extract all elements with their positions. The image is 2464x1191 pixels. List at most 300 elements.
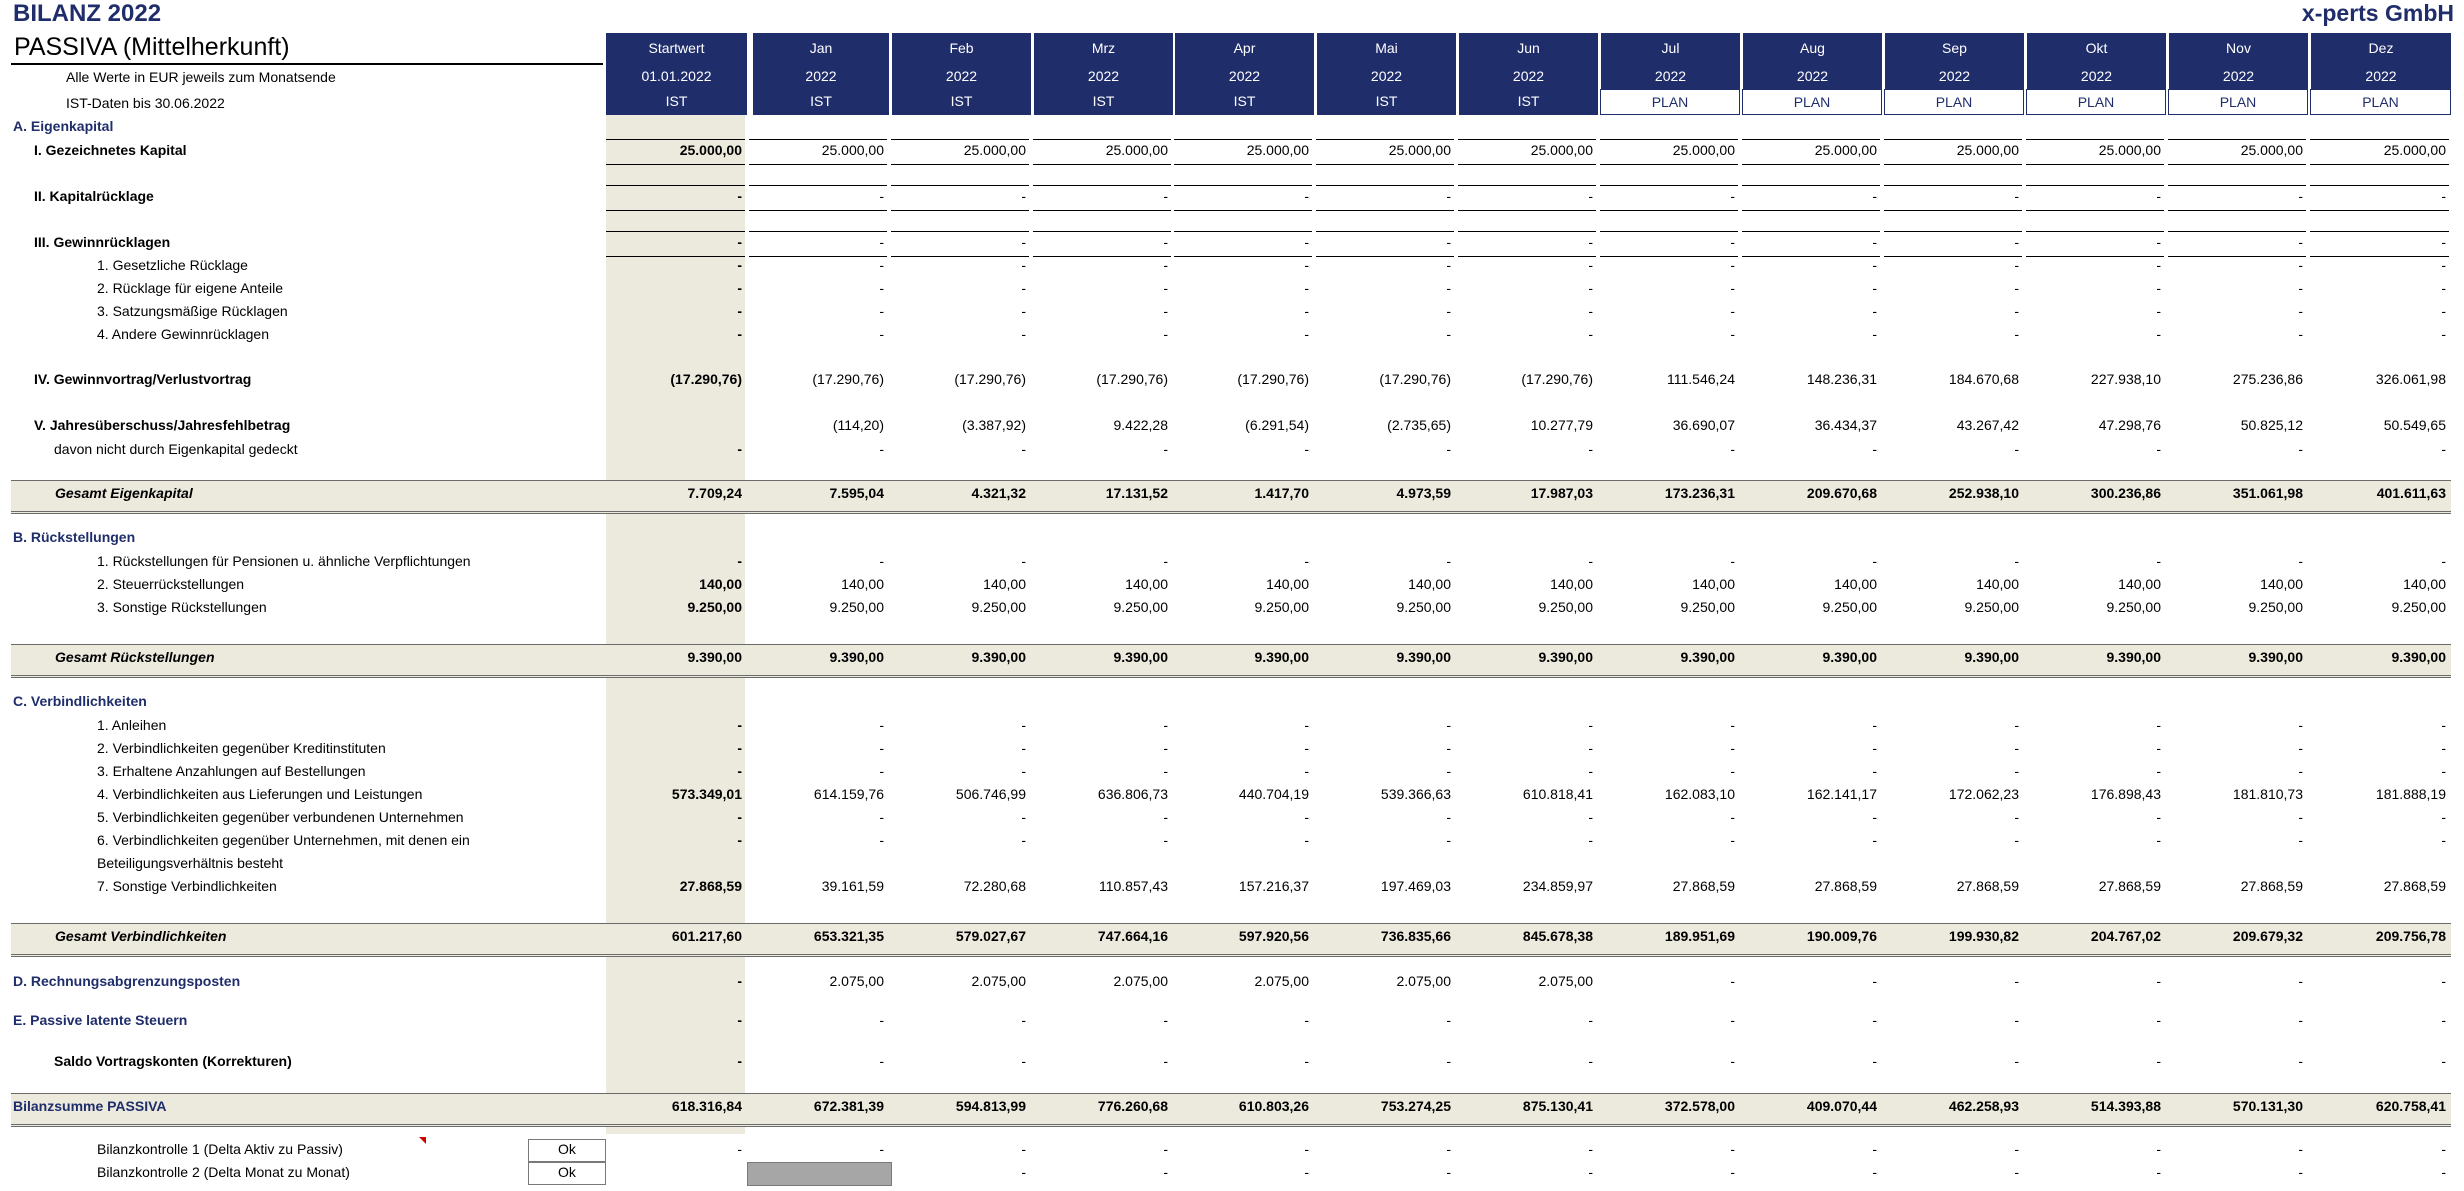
row-label: D. Rechnungsabgrenzungsposten	[13, 973, 241, 989]
check-value: -	[879, 1141, 884, 1157]
value-cell: 140,00	[2403, 576, 2446, 592]
column-header-aug	[1742, 33, 1882, 89]
value-cell: 27.868,59	[679, 878, 742, 894]
value-cell: -	[879, 832, 884, 848]
value-cell: 110.857,43	[1098, 878, 1168, 894]
value-cell: -	[1588, 257, 1593, 273]
value-cell: 72.280,68	[963, 878, 1026, 894]
value-cell: -	[2156, 441, 2161, 457]
value-cell: -	[2014, 441, 2019, 457]
value-cell: (17.290,76)	[1379, 371, 1451, 387]
check-value: -	[2156, 1141, 2161, 1157]
value-cell: 9.250,00	[971, 599, 1026, 615]
check-value: -	[1163, 1164, 1168, 1180]
value-cell: -	[737, 553, 742, 569]
value-cell: -	[1872, 257, 1877, 273]
row-label: 3. Erhaltene Anzahlungen auf Bestellungen	[97, 763, 366, 779]
value-cell: -	[737, 441, 742, 457]
row-bottom-line	[1742, 210, 1880, 211]
value-cell: -	[2014, 234, 2019, 250]
column-year: 2022	[2365, 68, 2397, 84]
value-cell: 462.258,93	[1948, 1098, 2019, 1114]
row-label: 2. Rücklage für eigene Anteile	[97, 280, 284, 296]
value-cell: 9.390,00	[829, 649, 884, 665]
value-cell: 579.027,67	[955, 928, 1026, 944]
row-top-line	[2310, 185, 2449, 186]
value-cell: -	[2014, 740, 2019, 756]
column-type-startwert: IST	[606, 89, 747, 115]
row-bottom-line	[891, 164, 1029, 165]
value-cell: 9.390,00	[1113, 649, 1168, 665]
value-cell: 176.898,43	[2090, 786, 2161, 802]
value-cell: -	[1021, 809, 1026, 825]
value-cell: -	[1588, 303, 1593, 319]
check-value: -	[1304, 1141, 1309, 1157]
value-cell: 351.061,98	[2232, 485, 2303, 501]
value-cell: -	[1730, 973, 1735, 989]
value-cell: -	[2156, 973, 2161, 989]
row-label: Gesamt Rückstellungen	[55, 649, 215, 665]
value-cell: 27.868,59	[2240, 878, 2303, 894]
value-cell: -	[737, 303, 742, 319]
value-cell: -	[2441, 763, 2446, 779]
value-cell: 736.835,66	[1380, 928, 1451, 944]
value-cell: 9.250,00	[1964, 599, 2019, 615]
value-cell: -	[737, 188, 742, 204]
value-cell: 845.678,38	[1522, 928, 1593, 944]
row-bottom-line	[1458, 210, 1596, 211]
value-cell: 610.818,41	[1522, 786, 1593, 802]
highlighted-cell[interactable]	[747, 1162, 892, 1186]
value-cell: 140,00	[1692, 576, 1735, 592]
value-cell: -	[1163, 188, 1168, 204]
column-year: 2022	[1228, 68, 1261, 84]
column-year: 2022	[805, 68, 837, 84]
column-name: Dez	[2368, 40, 2394, 56]
value-cell: 9.390,00	[1680, 649, 1735, 665]
value-cell: 9.250,00	[1396, 599, 1451, 615]
row-label: Bilanzsumme PASSIVA	[13, 1098, 167, 1114]
value-cell: -	[2156, 234, 2161, 250]
row-top-line	[2310, 231, 2449, 232]
value-cell: 252.938,10	[1948, 485, 2019, 501]
row-top-line	[1033, 185, 1171, 186]
row-bottom-line	[1316, 164, 1454, 165]
column-year: 2022	[2080, 68, 2113, 84]
value-cell: -	[2014, 280, 2019, 296]
value-cell: 409.070,44	[1806, 1098, 1877, 1114]
value-cell: 39.161,59	[821, 878, 884, 894]
value-cell: 197.469,03	[1380, 878, 1451, 894]
row-bottom-line	[2026, 210, 2164, 211]
value-cell: 50.825,12	[2240, 417, 2303, 433]
value-cell: -	[2298, 832, 2303, 848]
column-name: Aug	[1800, 40, 1825, 56]
value-cell: -	[737, 832, 742, 848]
value-cell: -	[1163, 1053, 1168, 1069]
value-cell: -	[1021, 740, 1026, 756]
value-cell: 25.000,00	[821, 142, 884, 158]
value-cell: 9.390,00	[1254, 649, 1309, 665]
row-top-line	[1884, 185, 2022, 186]
value-cell: -	[2156, 1053, 2161, 1069]
value-cell: -	[879, 809, 884, 825]
row-top-line	[1033, 139, 1171, 140]
value-cell: -	[1872, 188, 1877, 204]
value-cell: 2.075,00	[1113, 973, 1168, 989]
value-cell: -	[1021, 763, 1026, 779]
value-cell: 9.250,00	[2391, 599, 2446, 615]
value-cell: 9.390,00	[1396, 649, 1451, 665]
value-cell: -	[1163, 740, 1168, 756]
value-cell: -	[1872, 832, 1877, 848]
value-cell: -	[1021, 303, 1026, 319]
value-cell: -	[1446, 717, 1451, 733]
row-bottom-line	[749, 210, 887, 211]
row-label: 3. Sonstige Rückstellungen	[97, 599, 267, 615]
value-cell: -	[1588, 832, 1593, 848]
column-header-mrz	[1033, 33, 1173, 89]
value-cell: 162.141,17	[1806, 786, 1877, 802]
row-top-line	[1742, 231, 1880, 232]
value-cell: -	[879, 280, 884, 296]
value-cell: -	[1446, 740, 1451, 756]
check-value: -	[1872, 1141, 1877, 1157]
check-label: Bilanzkontrolle 2 (Delta Monat zu Monat)	[97, 1164, 350, 1180]
value-cell: -	[2298, 257, 2303, 273]
value-cell: (6.291,54)	[1245, 417, 1309, 433]
value-cell: -	[1021, 280, 1026, 296]
value-cell: 9.250,00	[1538, 599, 1593, 615]
row-label: 1. Rückstellungen für Pensionen u. ähnliche Verpflichtungen	[97, 553, 471, 569]
subtitle-underline	[11, 63, 603, 65]
value-cell: -	[1304, 763, 1309, 779]
row-bottom-line	[1316, 210, 1454, 211]
row-bottom-line	[1884, 210, 2022, 211]
value-cell: -	[879, 257, 884, 273]
column-name: Sep	[1942, 40, 1967, 56]
value-cell: -	[1730, 553, 1735, 569]
value-cell: -	[1872, 809, 1877, 825]
value-cell: -	[737, 809, 742, 825]
value-cell: -	[1730, 257, 1735, 273]
value-cell: -	[2014, 763, 2019, 779]
value-cell: -	[2441, 740, 2446, 756]
value-cell: 140,00	[1976, 576, 2019, 592]
value-cell: -	[2014, 1012, 2019, 1028]
row-label: B. Rückstellungen	[13, 529, 136, 545]
value-cell: 9.250,00	[1822, 599, 1877, 615]
column-header-nov	[2168, 33, 2308, 89]
comment-indicator	[419, 1137, 426, 1144]
value-cell: 27.868,59	[1814, 878, 1877, 894]
value-cell: -	[2156, 809, 2161, 825]
value-cell: 17.987,03	[1530, 485, 1593, 501]
row-top-line	[606, 139, 745, 140]
row-top-line	[1600, 139, 1738, 140]
value-cell: -	[1021, 188, 1026, 204]
value-cell: (114,20)	[832, 417, 884, 433]
check-value: -	[2156, 1164, 2161, 1180]
value-cell: -	[1730, 441, 1735, 457]
value-cell: -	[1304, 809, 1309, 825]
value-cell: -	[1163, 809, 1168, 825]
check-status-ok: Ok	[528, 1139, 606, 1162]
value-cell: -	[2156, 280, 2161, 296]
column-header-jan	[749, 33, 889, 89]
column-name: Okt	[2085, 40, 2108, 56]
value-cell: 140,00	[1408, 576, 1451, 592]
passiva-subtitle: PASSIVA (Mittelherkunft)	[14, 33, 290, 61]
column-header-jun	[1458, 33, 1598, 89]
row-top-line	[1742, 185, 1880, 186]
column-type-mai: IST	[1316, 89, 1456, 115]
value-cell: -	[2156, 188, 2161, 204]
column-year: 2022	[1087, 68, 1120, 84]
value-cell: -	[1872, 303, 1877, 319]
value-cell: -	[1304, 234, 1309, 250]
value-cell: -	[2441, 441, 2446, 457]
value-cell: -	[737, 1012, 742, 1028]
value-cell: -	[2298, 1012, 2303, 1028]
row-top-line	[891, 139, 1029, 140]
value-cell: 25.000,00	[1956, 142, 2019, 158]
value-cell: 140,00	[2260, 576, 2303, 592]
value-cell: -	[2298, 717, 2303, 733]
column-type-feb: IST	[891, 89, 1031, 115]
value-cell: -	[2156, 832, 2161, 848]
value-cell: -	[2298, 763, 2303, 779]
value-cell: 539.366,63	[1380, 786, 1451, 802]
value-cell: -	[2298, 280, 2303, 296]
check-value: -	[1446, 1141, 1451, 1157]
row-top-line	[2026, 139, 2164, 140]
column-year: 2022	[1796, 68, 1829, 84]
value-cell: -	[1163, 441, 1168, 457]
value-cell: -	[1872, 973, 1877, 989]
row-bottom-line	[1033, 164, 1171, 165]
column-name: Jul	[1661, 40, 1680, 56]
value-cell: (3.387,92)	[962, 417, 1026, 433]
value-cell: 2.075,00	[971, 973, 1026, 989]
value-cell: -	[1021, 717, 1026, 733]
value-cell: -	[2298, 303, 2303, 319]
value-cell: -	[1730, 1053, 1735, 1069]
value-cell: -	[737, 234, 742, 250]
column-header-dez	[2310, 33, 2451, 89]
column-type-nov: PLAN	[2168, 89, 2308, 115]
value-cell: -	[1163, 717, 1168, 733]
column-year: 2022	[945, 68, 978, 84]
value-cell: -	[1446, 188, 1451, 204]
value-cell: 618.316,84	[671, 1098, 742, 1114]
value-cell: 9.390,00	[1538, 649, 1593, 665]
value-cell: (17.290,76)	[670, 371, 742, 387]
value-cell: -	[1588, 188, 1593, 204]
row-label: 5. Verbindlichkeiten gegenüber verbundenen Unternehmen	[97, 809, 464, 825]
value-cell: 140,00	[983, 576, 1026, 592]
value-cell: -	[737, 763, 742, 779]
row-top-line	[2026, 231, 2164, 232]
check-value: -	[1588, 1164, 1593, 1180]
value-cell: -	[1304, 553, 1309, 569]
value-cell: -	[1872, 441, 1877, 457]
value-cell: -	[1304, 303, 1309, 319]
row-bottom-line	[2168, 210, 2306, 211]
value-cell: -	[1872, 740, 1877, 756]
value-cell: 2.075,00	[1254, 973, 1309, 989]
column-name: Mai	[1375, 40, 1398, 56]
value-cell: -	[2156, 326, 2161, 342]
row-bottom-line	[606, 210, 745, 211]
value-cell: (17.290,76)	[1096, 371, 1168, 387]
value-cell: 401.611,63	[2376, 485, 2446, 501]
value-cell: 753.274,25	[1380, 1098, 1451, 1114]
value-cell: -	[1446, 763, 1451, 779]
value-cell: 36.690,07	[1672, 417, 1735, 433]
row-bottom-line	[1742, 164, 1880, 165]
value-cell: -	[2014, 717, 2019, 733]
value-cell: -	[1588, 326, 1593, 342]
row-top-line	[2026, 185, 2164, 186]
value-cell: -	[2441, 234, 2446, 250]
value-cell: -	[1446, 257, 1451, 273]
value-cell: -	[879, 717, 884, 733]
value-cell: -	[1730, 717, 1735, 733]
row-bottom-line	[749, 164, 887, 165]
value-cell: 140,00	[699, 576, 742, 592]
value-cell: -	[1588, 740, 1593, 756]
value-cell: -	[2441, 188, 2446, 204]
value-cell: -	[1446, 303, 1451, 319]
value-cell: -	[2298, 188, 2303, 204]
row-top-line	[1884, 231, 2022, 232]
check-value: -	[1730, 1141, 1735, 1157]
value-cell: 25.000,00	[2383, 142, 2446, 158]
value-cell: -	[1730, 303, 1735, 319]
value-cell: -	[1304, 326, 1309, 342]
value-cell: -	[737, 326, 742, 342]
value-cell: -	[2298, 234, 2303, 250]
row-top-line	[749, 231, 887, 232]
value-cell: 140,00	[1125, 576, 1168, 592]
value-cell: 620.758,41	[2375, 1098, 2446, 1114]
value-cell: -	[1163, 553, 1168, 569]
value-cell: 597.920,56	[1238, 928, 1309, 944]
value-cell: -	[2298, 973, 2303, 989]
column-type-aug: PLAN	[1742, 89, 1882, 115]
value-cell: -	[737, 280, 742, 296]
note-ist-date: IST-Daten bis 30.06.2022	[66, 95, 225, 111]
value-cell: 47.298,76	[2098, 417, 2161, 433]
column-year: 01.01.2022	[641, 68, 712, 84]
column-name: Apr	[1233, 40, 1256, 56]
value-cell: -	[1446, 1012, 1451, 1028]
row-top-line	[1174, 231, 1312, 232]
column-name: Nov	[2226, 40, 2251, 56]
value-cell: 25.000,00	[1530, 142, 1593, 158]
value-cell: 4.973,59	[1396, 485, 1451, 501]
value-cell: (17.290,76)	[1521, 371, 1593, 387]
value-cell: -	[1872, 326, 1877, 342]
value-cell: -	[1446, 326, 1451, 342]
value-cell: 776.260,68	[1097, 1098, 1168, 1114]
value-cell: 25.000,00	[1672, 142, 1735, 158]
value-cell: 9.390,00	[2106, 649, 2161, 665]
value-cell: -	[1304, 188, 1309, 204]
value-cell: 27.868,59	[1956, 878, 2019, 894]
row-label: 3. Satzungsmäßige Rücklagen	[97, 303, 288, 319]
value-cell: -	[1446, 280, 1451, 296]
value-cell: -	[1163, 1012, 1168, 1028]
value-cell: -	[1588, 234, 1593, 250]
value-cell: 2.075,00	[829, 973, 884, 989]
row-label: I. Gezeichnetes Kapital	[34, 142, 187, 158]
value-cell: 9.390,00	[2248, 649, 2303, 665]
value-cell: -	[737, 257, 742, 273]
value-cell: -	[1588, 280, 1593, 296]
row-top-line	[891, 231, 1029, 232]
value-cell: 199.930,82	[1948, 928, 2019, 944]
row-bottom-line	[1600, 164, 1738, 165]
row-top-line	[2168, 185, 2306, 186]
row-label: Beteiligungsverhältnis besteht	[97, 855, 284, 871]
value-cell: 10.277,79	[1530, 417, 1593, 433]
row-bottom-line	[2026, 164, 2164, 165]
value-cell: -	[879, 763, 884, 779]
value-cell: 9.250,00	[1680, 599, 1735, 615]
value-cell: 9.390,00	[1964, 649, 2019, 665]
row-bottom-line	[2310, 210, 2449, 211]
value-cell: -	[1872, 280, 1877, 296]
value-cell: -	[2441, 303, 2446, 319]
value-cell: -	[2156, 740, 2161, 756]
value-cell: 36.434,37	[1814, 417, 1877, 433]
check-value: -	[737, 1141, 742, 1157]
row-label: 4. Verbindlichkeiten aus Lieferungen und Leistungen	[97, 786, 423, 802]
value-cell: 653.321,35	[813, 928, 884, 944]
column-year: 2022	[1370, 68, 1403, 84]
value-cell: -	[2441, 553, 2446, 569]
value-cell: -	[879, 326, 884, 342]
value-cell: 25.000,00	[679, 142, 742, 158]
value-cell: -	[2014, 553, 2019, 569]
value-cell: -	[2014, 303, 2019, 319]
company-name: x-perts GmbH	[2301, 0, 2454, 26]
value-cell: -	[1163, 832, 1168, 848]
value-cell: -	[1588, 1053, 1593, 1069]
value-cell: -	[1588, 717, 1593, 733]
check-value: -	[2014, 1141, 2019, 1157]
row-top-line	[1884, 139, 2022, 140]
value-cell: 9.250,00	[1254, 599, 1309, 615]
report-title: BILANZ 2022	[13, 0, 162, 27]
row-top-line	[1174, 139, 1312, 140]
value-cell: 173.236,31	[1664, 485, 1735, 501]
check-value: -	[1021, 1164, 1026, 1180]
check-value: -	[1730, 1164, 1735, 1180]
value-cell: 9.390,00	[2391, 649, 2446, 665]
check-value: -	[1588, 1141, 1593, 1157]
row-label: 2. Verbindlichkeiten gegenüber Kreditinstituten	[97, 740, 386, 756]
value-cell: -	[1872, 1053, 1877, 1069]
row-top-line	[1458, 185, 1596, 186]
value-cell: -	[2014, 257, 2019, 273]
value-cell: -	[1588, 763, 1593, 779]
value-cell: 2.075,00	[1538, 973, 1593, 989]
value-cell: 111.546,24	[1667, 371, 1735, 387]
row-top-line	[1458, 231, 1596, 232]
